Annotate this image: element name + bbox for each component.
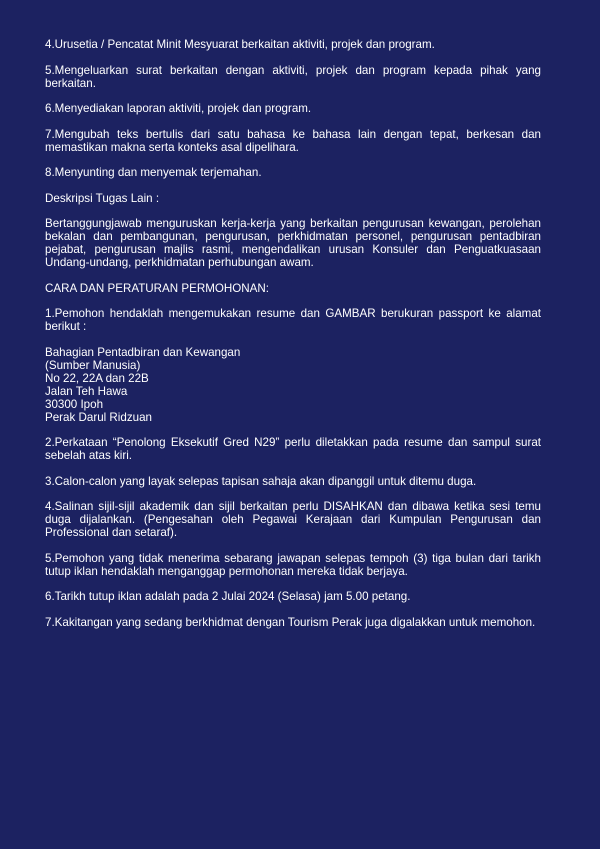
- application-step: 3.Calon-calon yang layak selepas tapisan sahaja akan dipanggil untuk ditemu duga.: [45, 474, 477, 488]
- application-step: 4.Salinan sijil-sijil akademik dan sijil berkaitan perlu DISAHKAN dan dibawa ketika sesi temu duga dijalankan. (Pengesahan oleh Pegawai Kerajaan dari Kumpulan Pengurusan dan Professional dan setaraf).: [45, 500, 541, 539]
- duty-item: 5.Mengeluarkan surat berkaitan dengan aktiviti, projek dan program kepada pihak yang berkaitan.: [45, 63, 541, 90]
- application-step: 5.Pemohon yang tidak menerima sebarang jawapan selepas tempoh (3) tiga bulan dari tarikh tutup iklan hendaklah menganggap permohonan mereka tidak berjaya.: [45, 551, 541, 578]
- closing-date: 6.Tarikh tutup iklan adalah pada 2 Julai 2024 (Selasa) jam 5.00 petang.: [45, 590, 411, 603]
- address-line: 30300 Ipoh: [45, 397, 104, 411]
- application-step: 7.Kakitangan yang sedang berkhidmat dengan Tourism Perak juga digalakkan untuk memohon.: [45, 615, 536, 629]
- duty-item: 4.Urusetia / Pencatat Minit Mesyuarat berkaitan aktiviti, projek dan program.: [45, 38, 435, 51]
- mailing-address: [45, 346, 541, 424]
- address-line: No 22, 22A dan 22B: [45, 371, 149, 385]
- duty-item: 7.Mengubah teks bertulis dari satu bahasa ke bahasa lain dengan tepat, berkesan dan memastikan makna serta konteks asal dipelihara.: [45, 127, 541, 154]
- application-step: 2.Perkataan “Penolong Eksekutif Gred N29” perlu diletakkan pada resume dan sampul surat sebelah atas kiri.: [45, 436, 541, 462]
- application-step: 1.Pemohon hendaklah mengemukakan resume dan GAMBAR berukuran passport ke alamat berikut :: [45, 307, 541, 333]
- duty-item: 8.Menyunting dan menyemak terjemahan.: [45, 166, 262, 179]
- document-page: [45, 38, 541, 629]
- address-line: Perak Darul Ridzuan: [45, 410, 152, 424]
- address-line: (Sumber Manusia): [45, 358, 141, 372]
- other-duties-heading: Deskripsi Tugas Lain :: [45, 191, 160, 205]
- address-line: Bahagian Pentadbiran dan Kewangan: [45, 345, 241, 359]
- other-duties-text: Bertanggungjawab menguruskan kerja-kerja yang berkaitan pengurusan kewangan, perolehan bekalan dan pembangunan, pengurusan, perkhidmatan personel, pengurusan pentadbiran pejabat, pengurusan majlis rasmi, mengendalikan urusan Konsuler dan Penguatkuasaan Undang-undang, perkhidmatan perhubungan awam.: [45, 217, 541, 269]
- address-line: Jalan Teh Hawa: [45, 384, 128, 398]
- application-heading: CARA DAN PERATURAN PERMOHONAN:: [45, 281, 269, 295]
- duty-item: 6.Menyediakan laporan aktiviti, projek dan program.: [45, 102, 312, 115]
